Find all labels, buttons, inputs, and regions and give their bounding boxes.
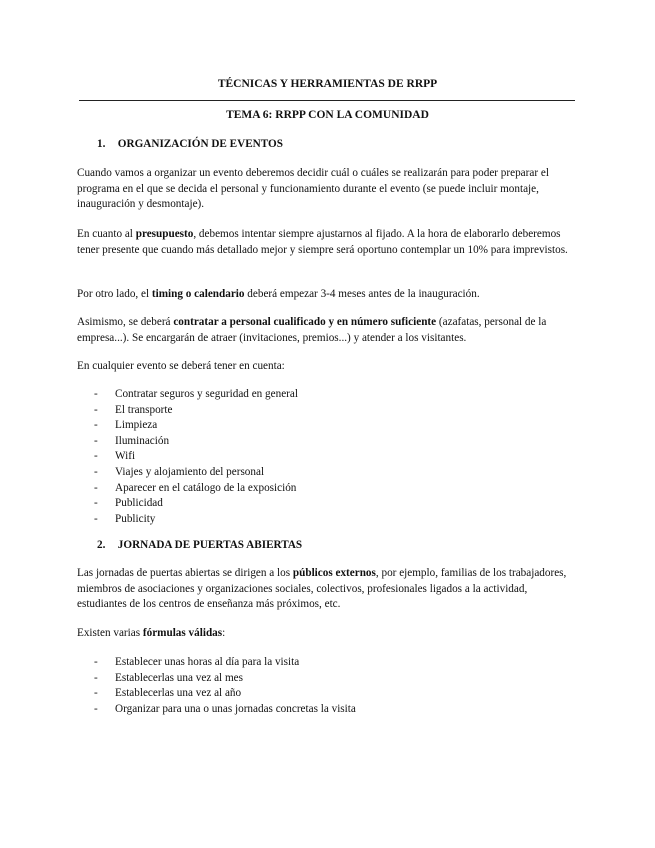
- emphasis: presupuesto: [135, 228, 194, 240]
- paragraph-staff: Asimismo, se deberá contratar a personal cualificado y en número suficiente (azafatas, personal de la empresa...). Se encargarán de atraer (invitaciones, premios...) y atender a los visitantes.: [77, 316, 547, 344]
- document-title: TÉCNICAS Y HERRAMIENTAS DE RRPP: [217, 78, 438, 90]
- list-item: - Viajes y alojamiento del personal: [94, 465, 265, 478]
- paragraph: Cuando vamos a organizar un evento deberemos decidir cuál o cuáles se realizarán para poder preparar el programa en el que se decida el personal y funcionamiento durante el evento (se puede incluir montaje, inauguración y desmontaje).: [77, 167, 549, 210]
- list-item: - Establecerlas una vez al año: [94, 687, 242, 700]
- section-heading-2: [97, 538, 302, 554]
- list-item: - El transporte: [94, 403, 173, 416]
- paragraph-open-days: Las jornadas de puertas abiertas se dirigen a los públicos externos, por ejemplo, familias de los trabajadores, miembros de asociaciones y organizaciones sociales, colectivos, profesionales ligados a la actividad, estudiantes de los centros de enseñanza más próximos, etc.: [77, 567, 567, 610]
- list-item: - Wifi: [94, 450, 136, 463]
- list-item: - Establecer unas horas al día para la visita: [94, 656, 300, 668]
- list-item: - Iluminación: [94, 434, 170, 447]
- paragraph-budget: En cuanto al presupuesto, debemos intentar siempre ajustarnos al fijado. A la hora de elaborarlo deberemos tener presente que cuando más detallado mejor y siempre será oportuno contemplar un 10% para imprevistos.: [77, 228, 568, 256]
- emphasis: fórmulas válidas: [142, 627, 223, 639]
- emphasis: timing o calendario: [151, 288, 245, 300]
- list-item: - Publicity: [94, 512, 156, 525]
- document-subtitle: TEMA 6: RRPP CON LA COMUNIDAD: [226, 109, 429, 121]
- section-number: 1.: [97, 138, 106, 150]
- list-item: - Aparecer en el catálogo de la exposición: [94, 481, 297, 494]
- event-checklist: [94, 387, 298, 527]
- emphasis: contratar a personal cualificado y en número suficiente: [173, 316, 437, 328]
- list-item: - Establecerlas una vez al mes: [94, 671, 243, 684]
- emphasis: públicos externos: [292, 567, 376, 579]
- formulas-list: [94, 655, 356, 717]
- list-item: - Contratar seguros y seguridad en general: [94, 388, 298, 400]
- section-title: JORNADA DE PUERTAS ABIERTAS: [117, 539, 303, 551]
- list-item: - Publicidad: [94, 497, 163, 510]
- list-item: - Organizar para una o unas jornadas concretas la visita: [94, 702, 356, 715]
- section-title: ORGANIZACIÓN DE EVENTOS: [117, 138, 283, 150]
- list-item: - Limpieza: [94, 419, 158, 432]
- title-divider: [79, 100, 575, 101]
- section-number: 2.: [97, 539, 106, 551]
- paragraph-formulas: Existen varias fórmulas válidas:: [77, 627, 226, 639]
- paragraph-timing: Por otro lado, el timing o calendario deberá empezar 3-4 meses antes de la inauguración.: [77, 288, 480, 300]
- paragraph: En cualquier evento se deberá tener en cuenta:: [77, 360, 285, 372]
- section-heading-1: [97, 137, 283, 153]
